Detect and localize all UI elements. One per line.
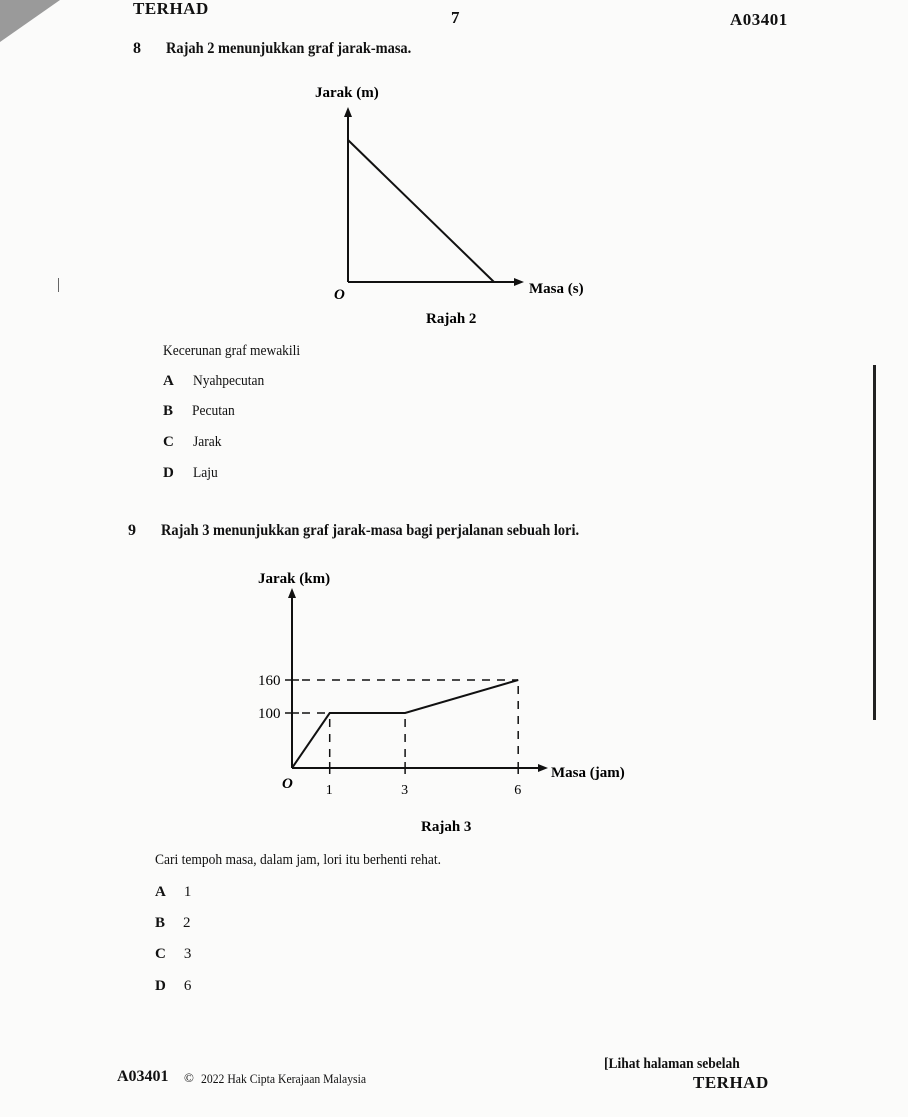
option-letter: D <box>163 465 174 481</box>
footer-classification: TERHAD <box>693 1073 769 1092</box>
option-letter: C <box>155 946 166 962</box>
paper-code: A03401 <box>730 10 788 29</box>
option-text: 3 <box>183 946 192 962</box>
q8-option-a[interactable] <box>163 372 272 390</box>
rajah2-title: Rajah 2 <box>426 311 477 327</box>
q9-option-c[interactable] <box>155 945 191 963</box>
option-text: Pecutan <box>192 403 235 419</box>
footer-code: A03401 <box>117 1068 169 1085</box>
rajah3-xtick-label-3: 3 <box>401 783 409 798</box>
header-classification: TERHAD <box>133 0 209 18</box>
option-text: 2 <box>183 915 191 931</box>
rajah2-series-line <box>348 140 494 282</box>
copyright-symbol: © <box>184 1070 194 1085</box>
rajah2-ylabel: Jarak (m) <box>315 85 379 101</box>
rajah2-xlabel: Masa (s) <box>529 281 584 297</box>
option-letter: B <box>155 915 166 931</box>
rajah3-ylabel: Jarak (km) <box>258 571 331 587</box>
q9-text: Rajah 3 menunjukkan graf jarak-masa bagi perjalanan sebuah lori. <box>161 522 580 539</box>
q9-option-b[interactable] <box>155 914 191 932</box>
option-text: Laju <box>192 465 218 481</box>
q8-option-b[interactable] <box>163 402 240 420</box>
option-letter: A <box>163 373 174 389</box>
corner-shadow <box>0 0 60 45</box>
q9-question: Cari tempoh masa, dalam jam, lori itu berhenti rehat. <box>155 852 442 868</box>
q8-number: 8 <box>133 40 141 57</box>
page-edge-line <box>873 365 876 720</box>
q9-option-a[interactable] <box>155 883 191 901</box>
q8-question: Kecerunan graf mewakili <box>163 343 301 359</box>
q8-option-c[interactable] <box>163 433 225 451</box>
option-letter: D <box>155 978 166 994</box>
option-text: 6 <box>183 978 192 994</box>
option-text: Jarak <box>192 434 222 450</box>
rajah3-y-arrow <box>288 588 296 598</box>
q8-text: Rajah 2 menunjukkan graf jarak-masa. <box>166 40 412 57</box>
q9-number: 9 <box>128 522 136 539</box>
rajah3-xlabel: Masa (jam) <box>551 765 625 781</box>
rajah3-xtick-label-6: 6 <box>514 783 522 798</box>
next-page-note: [Lihat halaman sebelah <box>604 1056 740 1072</box>
rajah3-ytick-label-100: 100 <box>258 706 281 722</box>
q8-option-d[interactable] <box>163 464 220 482</box>
rajah-3-chart <box>240 560 640 835</box>
rajah3-origin-label: O <box>282 776 293 792</box>
rajah2-x-arrow <box>514 278 524 286</box>
option-letter: B <box>163 403 174 419</box>
rajah3-ytick-label-160: 160 <box>258 673 281 689</box>
rajah3-title: Rajah 3 <box>421 819 472 835</box>
page-edge-mark <box>58 278 59 292</box>
copyright-text: 2022 Hak Cipta Kerajaan Malaysia <box>201 1071 367 1086</box>
rajah3-x-arrow <box>538 764 548 772</box>
rajah2-y-arrow <box>344 107 352 117</box>
option-text: 1 <box>183 884 192 900</box>
q9-option-d[interactable] <box>155 977 191 995</box>
option-text: Nyahpecutan <box>192 373 265 389</box>
option-letter: C <box>163 434 174 450</box>
option-letter: A <box>155 884 166 900</box>
rajah-2-chart <box>280 75 620 335</box>
rajah3-xtick-label-1: 1 <box>325 783 333 798</box>
page-number: 7 <box>451 8 460 27</box>
rajah2-origin-label: O <box>334 287 345 303</box>
